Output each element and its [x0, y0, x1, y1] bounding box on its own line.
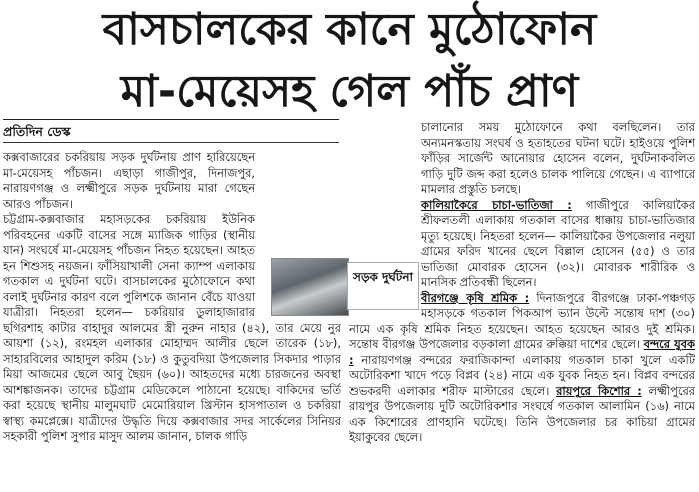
- accident-photo: [271, 258, 349, 316]
- subhead-raipur: রায়পুরে কিশোর :: [556, 383, 642, 398]
- right-text-birganj: দিনাজপুরে বীরগঞ্জে ঢাকা-পঞ্চগড় মহাসড়কে গতকাল পিকআপ ভ্যান উল্টে সন্তোষ দাশ (৩০) নামে এক কৃষি শ্রমিক নিহত হয়েছেন। আহত হয়েছেন আরও দুই শ্রমিক। সন্তোষ বীরগঞ্জ উপজেলার বড়কালা গ্রামের রুক্কিয়া দাশের ছেলে।: [349, 290, 695, 351]
- right-text-bandar: নারায়ণগঞ্জ বন্দরের ফরাজিকান্দা এলাকায় গতকাল চাকা খুলে একটি অটোরিকশা খাদে পড়ে বিপ্লব (২৪) নামে এক যুবক নিহত হন। বিপ্লব বন্দরের শুভকরদী এলাকার শরীফ মাস্টারের ছেলে।: [349, 352, 695, 398]
- headline-line-2: মা-মেয়েসহ গেল পাঁচ প্রাণ: [120, 66, 579, 117]
- headline-line-1: বাসচালকের কানে মুঠোফোন: [102, 4, 597, 55]
- left-paragraph-2: চট্টগ্রাম-কক্সবাজার মহাসড়কের চকরিয়ায় ইউনিক পরিবহনের একটি বাসের সঙ্গে ম্যাজিক গাড়ির (স্থানীয় যান) সংঘর্ষে মা-মেয়েসহ পাঁচজন নিহত হয়েছেন। আহত হন শিশুসহ নয়জন। ফাঁসিয়াখালী সেনা ক্যাম্প এলাকায় গতকাল এ দুর্ঘটনা ঘটে। বাসচালকের মুঠোফোনে কথা বলাই দুর্ঘটনার কারণ বলে পুলিশকে জানান বেঁচে যাওয়া যাত্রীরা। নিহতরা হলেন— চকরিয়ার ডুলাহাজারার ছগিরশাহ কাটার বাহাদুর আলমের স্ত্রী নুরুন নাহার (৪২), তার মেয়ে নুর আয়শা (১২), রংমহল এলাকার মোহাম্মদ আলীর ছেলে তারেক (১৮), সাহারবিলের আহাদুল করিম (১৮) ও কুতুবদিয়া উপজেলার সিকদার পাড়ার মিয়া আজমের ছেলে আবু ছৈয়দ (৬০)। আহতদের মধ্যে চারজনের অবস্থা আশঙ্কাজনক। তাদের চট্টগ্রাম মেডিকেলে পাঠানো হয়েছে। বাকিদের ভর্তি করা হয়েছে স্থানীয় মালুমঘাট মেমোরিয়াল খ্রিস্টান হাসপাতাল ও চকরিয়া স্বাস্থ্য কমপ্লেক্সে। যাত্রীদের উদ্ধৃতি দিয়ে কক্সবাজার সদর সার্কেলের সিনিয়র সহকারী পুলিশ সুপার মাসুদ আলম জানান, চালক গাড়ি: [3, 212, 341, 443]
- subhead-bandar: বন্দরে যুবক :: [349, 337, 695, 367]
- right-paragraph-3: [349, 291, 695, 446]
- subhead-kaliakair: কালিয়াকৈরে চাচা-ভাতিজা :: [421, 197, 572, 212]
- byline-rule: [3, 142, 339, 143]
- byline: প্রতিদিন ডেস্ক: [3, 124, 71, 139]
- right-paragraph-1: চালানোর সময় মুঠোফোনে কথা বলছিলেন। তার অন্যমনস্কতায় সংঘর্ষ ও হতাহতের ঘটনা ঘটে। হাইওয়ে পুলিশ ফাঁড়ির সার্জেন্ট আনোয়ার হোসেন বলেন, দুর্ঘটনাকবলিত গাড়ি দুটি জব্দ করা হলেও চালক পালিয়ে গেছেন। এ ব্যাপারে মামলার প্রস্তুতি চলছে।: [421, 120, 695, 196]
- headline-rule: [3, 119, 339, 120]
- left-column: [3, 150, 341, 490]
- photo-caption: সড়ক দুর্ঘটনা: [347, 262, 419, 310]
- left-paragraph-1: কক্সবাজারের চকরিয়ায় সড়ক দুর্ঘটনায় প্রাণ হারিয়েছেন মা-মেয়েসহ পাঁচজন। এছাড়া গাজীপুর, দিনাজপুর, নারায়ণগঞ্জ ও লক্ষ্মীপুরে সড়ক দুর্ঘটনায় মারা গেছেন আরও পাঁচজন।: [3, 150, 255, 211]
- right-text-kaliakair: গাজীপুরে কালিয়াকৈর শ্রীফলতলী এলাকায় গতকাল বাসের ধাক্কায় চাচা-ভাতিজার মৃত্যু হয়েছে। নিহতরা হলেন— কালিয়াকৈর উপজেলার নলুয়া গ্রামের ফরিদ খানের ছেলে বিল্লাল হোসেন (৫৫) ও তার ভাতিজা মোবারক হোসেন (৩২)। মোবারক শারীরিক ও মানসিক প্রতিবন্ধী ছিলেন।: [421, 197, 695, 289]
- subhead-birganj: বীরগঞ্জে কৃষি শ্রমিক :: [421, 290, 530, 305]
- right-text-raipur: লক্ষ্মীপুরের রায়পুর উপজেলায় দুটি অটোরিকশার সংঘর্ষে গতকাল আলামিন (১৬) নামে এক কিশোরের প্রাণহানি ঘটেছে। তিনি উপজেলার চর কাচিয়া গ্রামের ইয়াকুবের ছেলে।: [349, 383, 695, 444]
